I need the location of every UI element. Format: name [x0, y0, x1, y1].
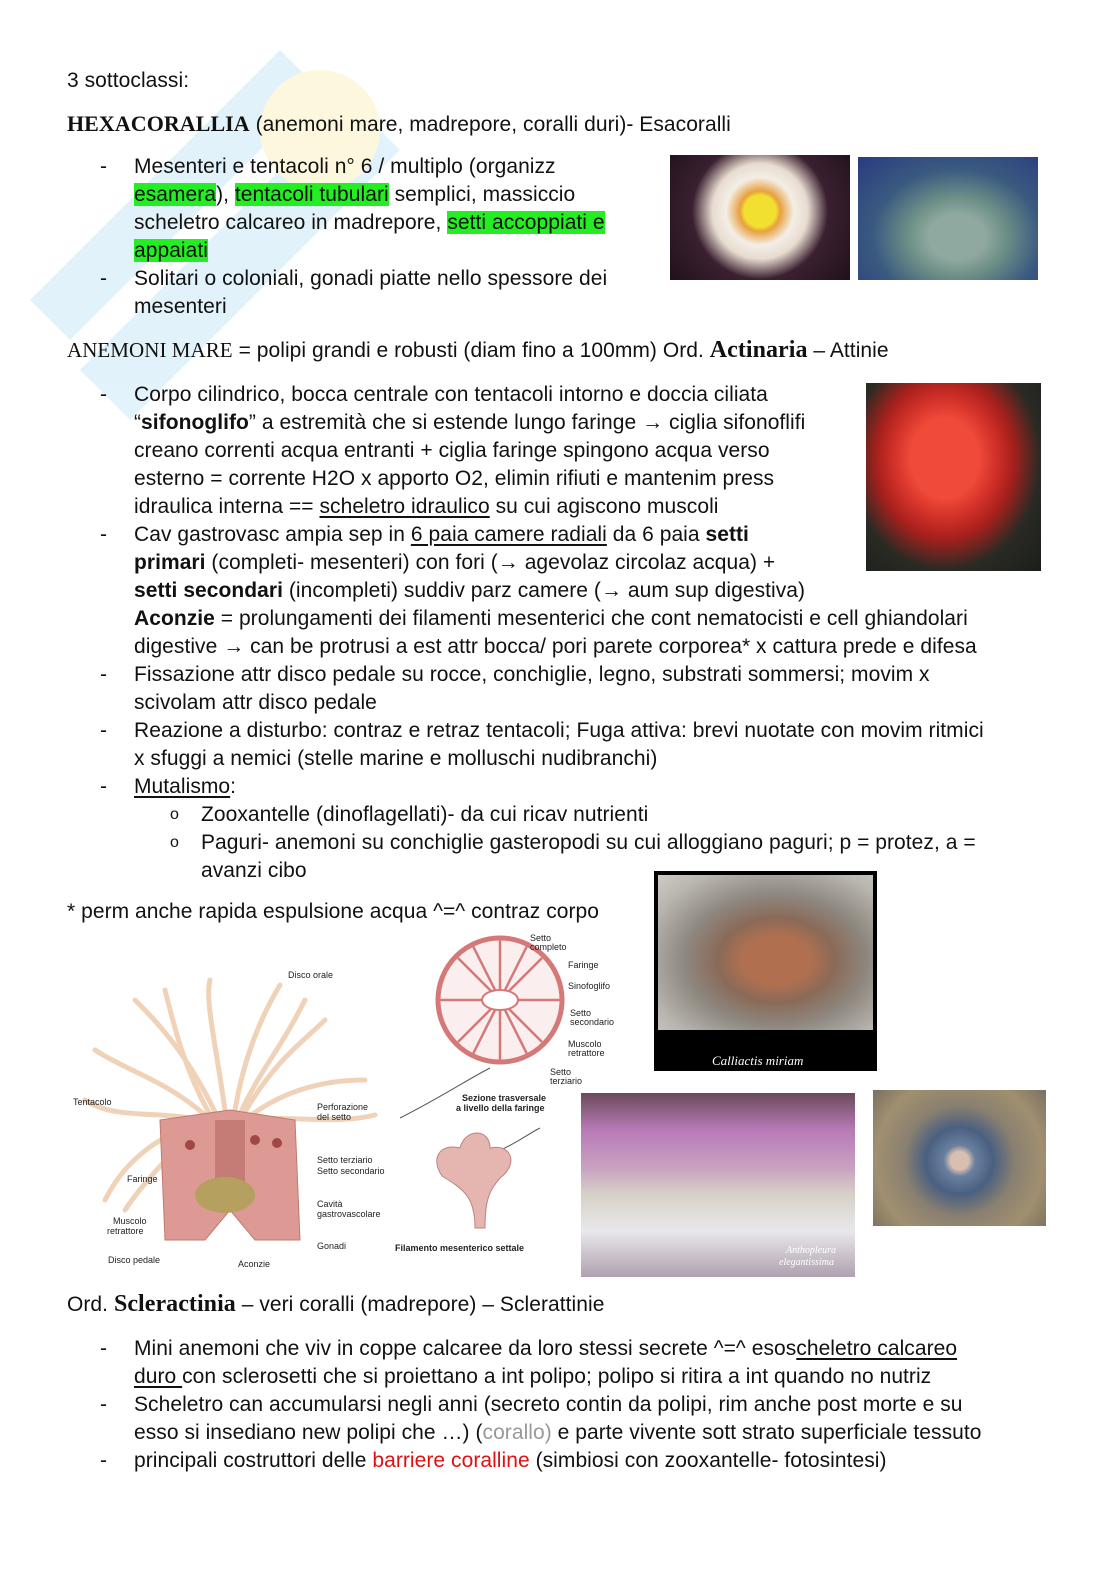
- label-aconzie: Aconzie: [238, 1259, 271, 1269]
- text-fragment: = polipi grandi e robusti (diam fino a 100mm) Ord.: [232, 339, 710, 362]
- text-fragment: Cav gastrovasc ampia sep in: [134, 523, 411, 546]
- label-section-muscolo: Muscolo: [568, 1039, 602, 1049]
- anem-b1-l3: creano correnti acqua entranti + ciglia faringe spingono acqua verso: [134, 439, 770, 462]
- text-fragment: “: [134, 411, 142, 434]
- label-section-retrattore: retrattore: [568, 1048, 605, 1058]
- bullet-dash: -: [100, 1449, 107, 1472]
- scler-b1-l2: [134, 1363, 931, 1391]
- anemoni-heading: [67, 336, 889, 365]
- label-terziario: terziario: [550, 1076, 583, 1086]
- anem-b4-l1: Reazione a disturbo: contraz e retraz tentacoli; Fuga attiva: brevi nuotate con movim ritmici: [134, 719, 984, 742]
- label-setto-terziario: Setto terziario: [317, 1155, 373, 1165]
- label-sinofoglifo: Sinofoglifo: [568, 981, 611, 991]
- bullet-dash: -: [100, 155, 107, 178]
- hexa-b1-line4: [134, 237, 208, 265]
- text-fragment: :: [230, 775, 237, 798]
- photo-green-anemone: [858, 157, 1038, 280]
- label-gonadi: Gonadi: [317, 1241, 347, 1251]
- camere-radiali-term: 6 paia camere radiali: [410, 523, 607, 546]
- text-fragment: semplici, massiccio: [388, 183, 576, 206]
- label-secondario: secondario: [570, 1017, 615, 1027]
- label-livello-faringe: a livello della faringe: [456, 1103, 545, 1113]
- text-fragment: (completi- mesenteri) con fori (→ agevolaz circolaz acqua) +: [205, 551, 776, 574]
- label-tentacolo: Tentacolo: [73, 1097, 112, 1107]
- corallo-term: corallo): [482, 1421, 552, 1444]
- text-fragment: principali costruttori delle: [134, 1449, 373, 1472]
- text-fragment: ” a estremità che si estende lungo faringe → ciglia sifonoflifi: [248, 411, 806, 434]
- anem-b5-l1: [134, 773, 236, 801]
- label-perforazione: Perforazione: [317, 1102, 369, 1112]
- aconzie-term: Aconzie: [134, 607, 215, 630]
- anem-b1-l4: esterno = corrente H2O x apporto O2, elimin rifiuti e mantenim press: [134, 467, 775, 490]
- label-faringe: Faringe: [127, 1174, 158, 1184]
- text-fragment: (simbiosi con zooxantelle- fotosintesi): [529, 1449, 887, 1472]
- anem-b2-l4: [134, 605, 968, 633]
- label-del-setto: del setto: [317, 1112, 352, 1122]
- bullet-dash: -: [100, 1337, 107, 1360]
- anem-b3-l2: scivolam attr disco pedale: [134, 691, 377, 714]
- scheletro-idraulico-term: scheletro idraulico: [319, 495, 490, 518]
- label-muscolo: Muscolo: [113, 1216, 147, 1226]
- label-cavita: Cavità: [317, 1199, 343, 1209]
- anthopleura-caption-2: elegantissima: [779, 1257, 834, 1268]
- barriere-coralline-term: barriere coralline: [372, 1449, 530, 1472]
- label-gastrovascolare: gastrovascolare: [317, 1209, 381, 1219]
- label-completo: completo: [530, 942, 567, 952]
- anem-b4-l2: x sfuggi a nemici (stelle marine e molluschi nudibranchi): [134, 747, 658, 770]
- text-fragment: esso si insediano new polipi che …) (: [134, 1421, 483, 1444]
- label-retrattore: retrattore: [107, 1226, 144, 1236]
- photo-blue-anemone: [873, 1090, 1046, 1226]
- mutalismo-sub2-l1: Paguri- anemoni su conchiglie gasteropodi su cui alloggiano paguri; p = protez, a =: [201, 831, 976, 854]
- primari-term: primari: [134, 551, 206, 574]
- anem-b2-l2: [134, 549, 775, 577]
- mutalismo-sub1: Zooxantelle (dinoflagellati)- da cui ricav nutrienti: [201, 803, 649, 826]
- mutalismo-sub2-l2: avanzi cibo: [201, 859, 307, 882]
- bullet-dash: -: [100, 383, 107, 406]
- photo-calliactis: [654, 871, 877, 1071]
- photo-red-anemone: [866, 383, 1041, 571]
- photo-anthopleura: [581, 1093, 855, 1277]
- mutalismo-term: Mutalismo: [134, 775, 231, 798]
- bullet-dash: -: [100, 663, 107, 686]
- scler-b1-l1: [134, 1335, 957, 1363]
- anem-b2-l3: [134, 577, 805, 605]
- text-fragment: – Attinie: [807, 339, 889, 362]
- anemoni-mare-label: ANEMONI MARE: [67, 338, 233, 362]
- text-fragment: da 6 paia: [606, 523, 706, 546]
- label-sezione-trasversale: Sezione trasversale: [462, 1093, 547, 1103]
- hexa-b2-line1: Solitari o coloniali, gonadi piatte nello spessore dei: [134, 267, 608, 290]
- intro-text: 3 sottoclassi:: [67, 69, 190, 92]
- setti-term: setti: [705, 523, 749, 546]
- label-setto-secondario: Setto secondario: [317, 1166, 385, 1176]
- text-fragment: – veri coralli (madrepore) – Sclerattinie: [235, 1293, 605, 1316]
- anem-b1-l5: [134, 493, 719, 521]
- sub-bullet-circle: o: [170, 806, 179, 823]
- bullet-dash: -: [100, 775, 107, 798]
- photo-calliactis-image: [658, 875, 873, 1030]
- scheletro-calcareo-term: cheletro calcareo: [796, 1337, 958, 1360]
- text-fragment: Ord.: [67, 1293, 114, 1316]
- footnote: * perm anche rapida espulsione acqua ^=^ contraz corpo: [67, 900, 599, 923]
- calliactis-caption: Calliactis miriam: [712, 1053, 804, 1068]
- hexacorallia-heading: [67, 110, 731, 139]
- label-filamento-mesenterico: Filamento mesenterico settale: [395, 1243, 525, 1253]
- text-fragment: Mini anemoni che viv in coppe calcaree da loro stessi secrete ^=^ esos: [134, 1337, 797, 1360]
- setti-secondari-term: setti secondari: [134, 579, 283, 602]
- anem-b2-l5: digestive → can be protrusi a est attr bocca/ pori parete corporea* x cattura prede e difesa: [134, 635, 977, 658]
- highlight-appaiati: appaiati: [134, 239, 208, 262]
- text-fragment: (incompleti) suddiv parz camere (→ aum sup digestiva): [282, 579, 806, 602]
- text-fragment: e parte vivente sott strato superficiale tessuto: [551, 1421, 982, 1444]
- hexa-b1-line2: [134, 181, 575, 209]
- scler-b3-l1: [134, 1447, 887, 1475]
- text-fragment: scheletro calcareo in madrepore,: [134, 211, 448, 234]
- sifonoglifo-term: sifonoglifo: [141, 411, 249, 434]
- anem-b1-l1: Corpo cilindrico, bocca centrale con tentacoli intorno e doccia ciliata: [134, 383, 768, 406]
- highlight-tentacoli-tubulari: tentacoli tubulari: [234, 183, 389, 206]
- bullet-dash: -: [100, 523, 107, 546]
- label-setto-2: Setto: [570, 1008, 592, 1018]
- bullet-dash: -: [100, 719, 107, 742]
- anem-b1-l2: [134, 409, 805, 437]
- sub-bullet-circle: o: [170, 834, 179, 851]
- hexacorallia-title: HEXACORALLIA: [67, 111, 250, 136]
- anem-b3-l1: Fissazione attr disco pedale su rocce, conchiglie, legno, substrati sommersi; movim x: [134, 663, 930, 686]
- hexa-b2-line2: mesenteri: [134, 295, 227, 318]
- text-fragment: su cui agiscono muscoli: [489, 495, 719, 518]
- label-setto: Setto: [530, 933, 552, 943]
- text-fragment: = prolungamenti dei filamenti mesenterici che cont nematocisti e cell ghiandolari: [214, 607, 968, 630]
- text-fragment: idraulica interna ==: [134, 495, 320, 518]
- anem-b2-l1: [134, 521, 749, 549]
- actinaria-order: Actinaria: [709, 337, 808, 363]
- bullet-dash: -: [100, 1393, 107, 1416]
- highlight-esamera: esamera: [134, 183, 217, 206]
- hexa-b1-line3: [134, 209, 605, 237]
- photo-white-anemone: [670, 155, 850, 280]
- label-section-faringe: Faringe: [568, 960, 599, 970]
- text-fragment: ),: [216, 183, 235, 206]
- hexacorallia-subtitle: (anemoni mare, madrepore, coralli duri)- Esacoralli: [249, 113, 731, 136]
- scler-b2-l1: Scheletro can accumularsi negli anni (secreto contin da polipi, rim anche post morte e su: [134, 1393, 963, 1416]
- duro-term: duro: [134, 1365, 183, 1388]
- text-fragment: con sclerosetti che si proiettano a int polipo; polipo si ritira a int quando no nutriz: [182, 1365, 932, 1388]
- highlight-setti-accoppiati: setti accoppiati e: [447, 211, 605, 234]
- scler-b2-l2: [134, 1419, 981, 1447]
- anthopleura-caption-1: Anthopleura: [786, 1245, 836, 1256]
- scleractinia-heading: [67, 1290, 604, 1319]
- label-setto-3: Setto: [550, 1067, 572, 1077]
- hexa-b1-line1: Mesenteri e tentacoli n° 6 / multiplo (organizz: [134, 155, 556, 178]
- label-disco-pedale: Disco pedale: [108, 1255, 161, 1265]
- label-disco-orale: Disco orale: [288, 970, 334, 980]
- scleractinia-order: Scleractinia: [113, 1291, 236, 1317]
- bullet-dash: -: [100, 267, 107, 290]
- anemone-anatomy-diagram: [65, 940, 385, 1270]
